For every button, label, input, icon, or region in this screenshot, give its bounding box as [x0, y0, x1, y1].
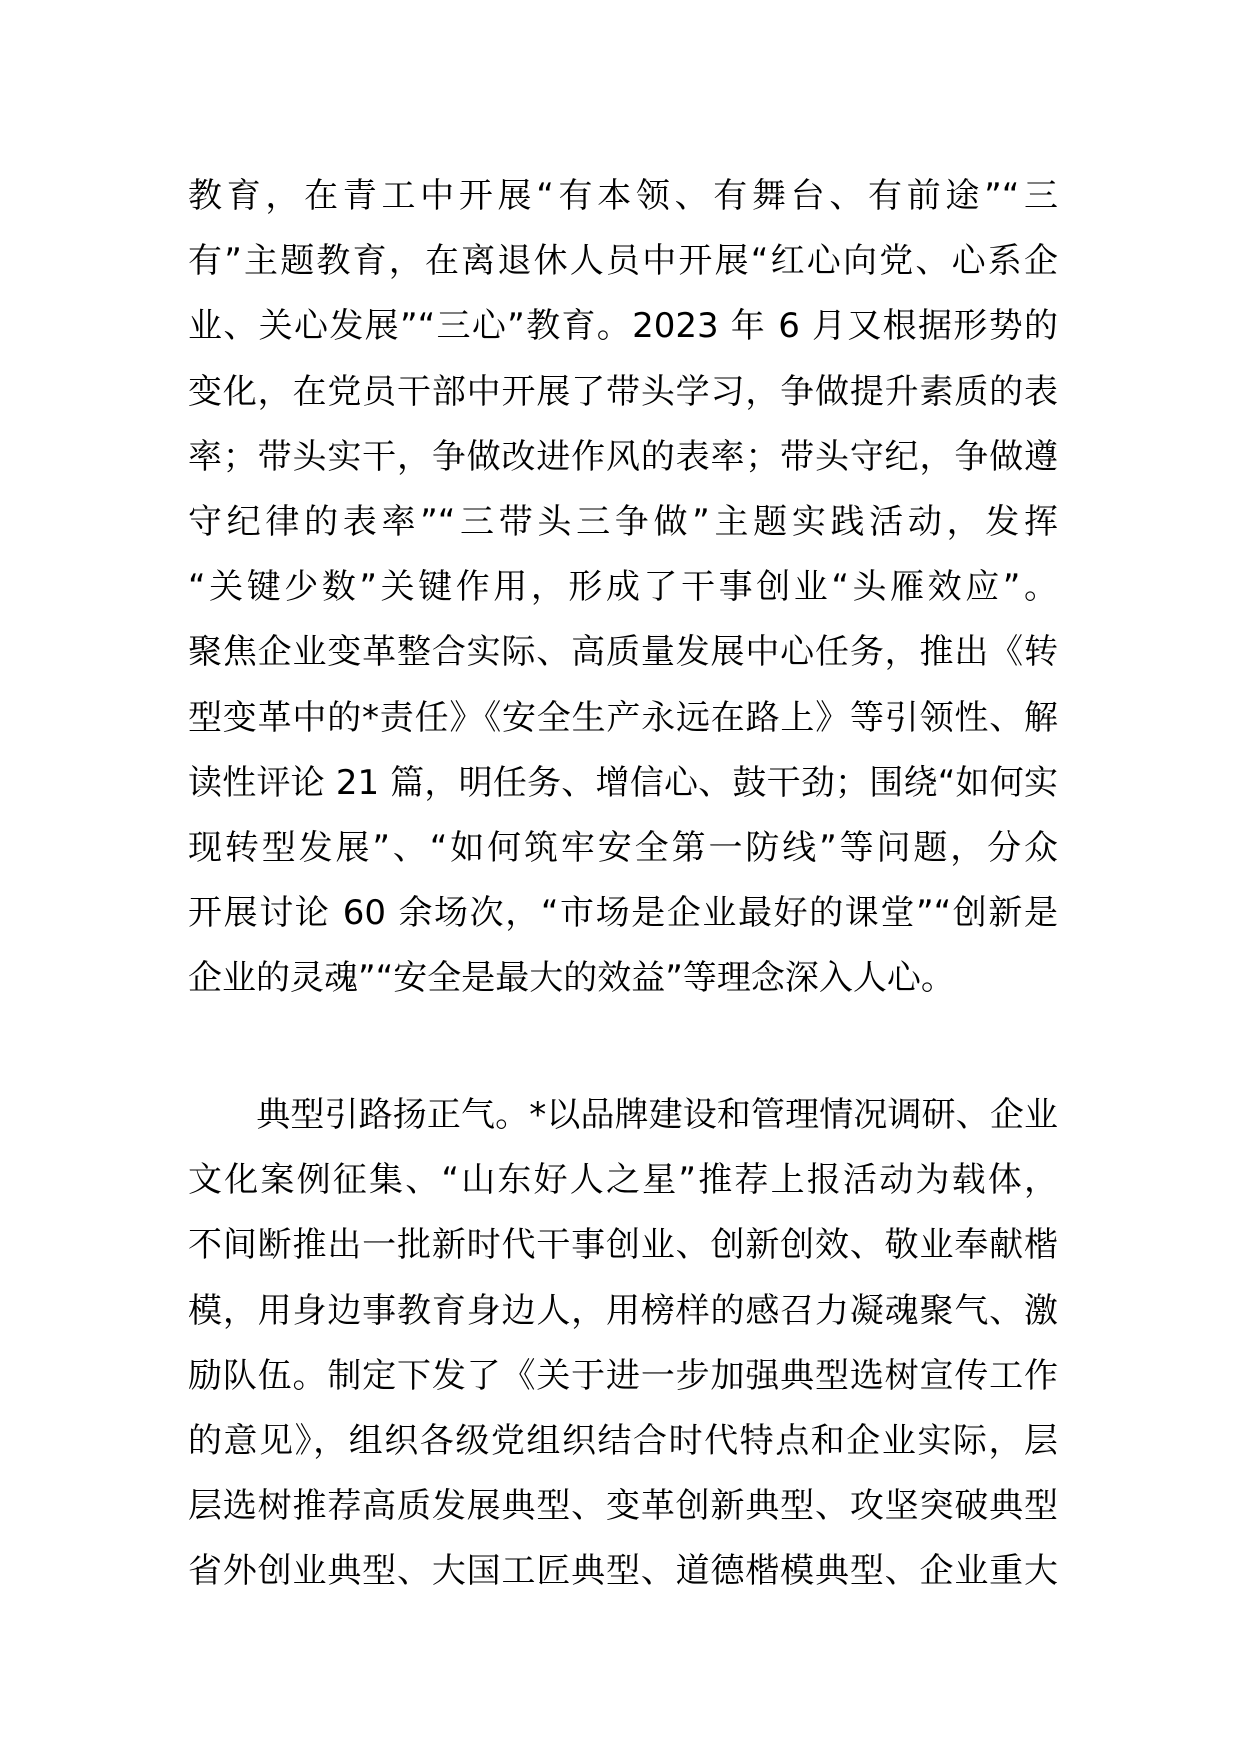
text-line: 层选树推荐高质发展典型、变革创新典型、攻坚突破典型 [188, 1486, 1058, 1527]
text-line: 守纪律的表率”“三带头三争做”主题实践活动，发挥 [188, 501, 1058, 542]
text-line: 率；带头实干，争做改进作风的表率；带头守纪，争做遵 [188, 436, 1058, 477]
text-line: 读性评论 21 篇，明任务、增信心、鼓干劲；围绕“如何实 [188, 762, 1058, 803]
paragraph-education-campaigns [188, 164, 1058, 1011]
text-line: 开展讨论 60 余场次，“市场是企业最好的课堂”“创新是 [188, 893, 1058, 934]
text-line: 现转型发展”、“如何筑牢安全第一防线”等问题，分众 [188, 827, 1058, 868]
text-line: 业、关心发展”“三心”教育。2023 年 6 月又根据形势的 [188, 306, 1058, 347]
text-line: 的意见》，组织各级党组织结合时代特点和企业实际，层 [188, 1420, 1058, 1461]
text-line: 企业的灵魂”“安全是最大的效益”等理念深入人心。 [188, 958, 955, 999]
text-line: 励队伍。制定下发了《关于进一步加强典型选树宣传工作 [188, 1355, 1058, 1396]
text-line: “关键少数”关键作用，形成了干事创业“头雁效应”。 [188, 567, 1058, 608]
text-line: 不间断推出一批新时代干事创业、创新创效、敬业奉献楷 [188, 1225, 1058, 1266]
text-line: 模，用身边事教育身边人，用榜样的感召力凝魂聚气、激 [188, 1290, 1058, 1331]
paragraph-typical-models [188, 1083, 1058, 1605]
text-line: 聚焦企业变革整合实际、高质量发展中心任务，推出《转 [188, 632, 1058, 673]
text-line: 型变革中的*责任》《安全生产永远在路上》等引领性、解 [188, 697, 1058, 738]
text-line: 典型引路扬正气。*以品牌建设和管理情况调研、企业 [188, 1095, 1058, 1135]
text-line: 省外创业典型、大国工匠典型、道德楷模典型、企业重大 [188, 1551, 1058, 1592]
text-line: 变化，在党员干部中开展了带头学习，争做提升素质的表 [188, 371, 1058, 412]
text-line: 有”主题教育，在离退休人员中开展“红心向党、心系企 [188, 241, 1058, 282]
text-line: 文化案例征集、“山东好人之星”推荐上报活动为载体， [188, 1160, 1058, 1201]
text-line: 教育，在青工中开展“有本领、有舞台、有前途”“三 [188, 176, 1058, 216]
